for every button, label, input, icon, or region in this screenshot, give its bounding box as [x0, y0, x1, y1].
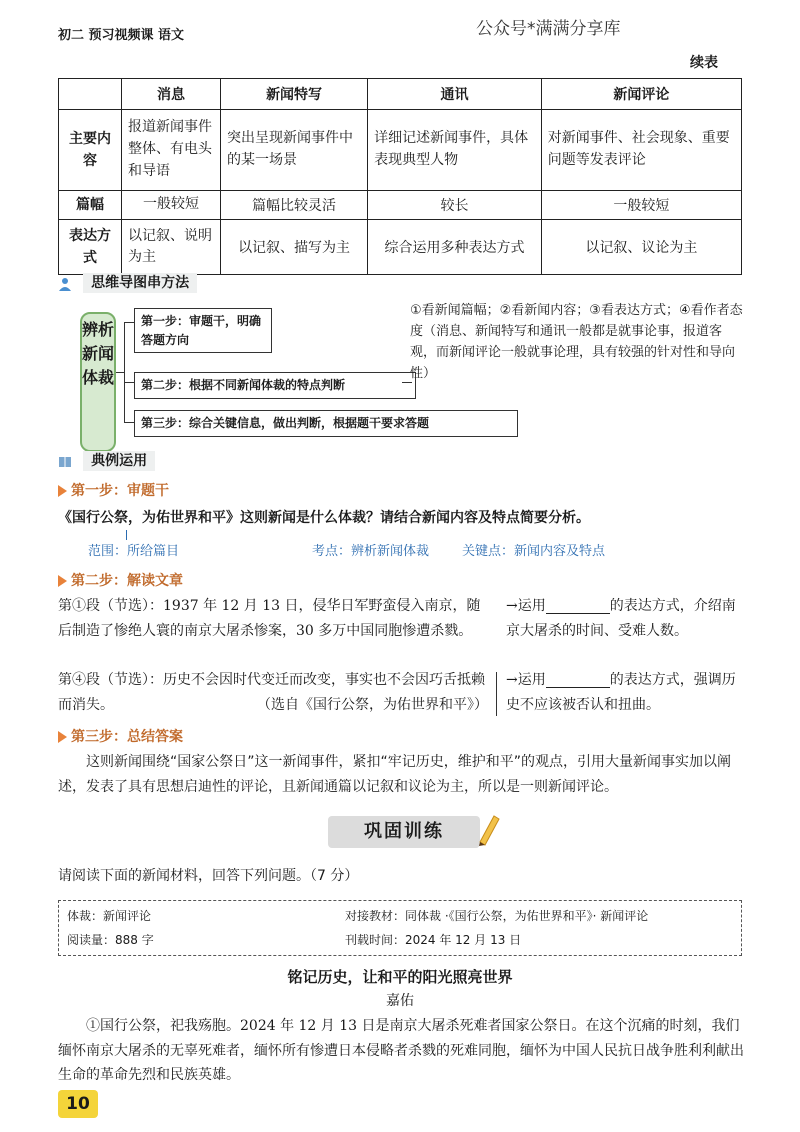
table-cell: 报道新闻事件整体、有电头和导语	[122, 110, 221, 191]
hint-key: 关键点：新闻内容及特点	[462, 544, 606, 559]
annotation-1: →运用 的表达方式，介绍南京大屠杀的时间、受难人数。	[506, 598, 736, 639]
mindmap-step-3: 第三步：综合关键信息，做出判断，根据题干要求答题	[134, 410, 518, 437]
article-author: 嘉佑	[386, 993, 414, 1009]
mindmap-note: ①看新闻篇幅；②看新闻内容；③看表达方式；④看作者态度（消息、新闻特写和通讯一般都是就事论事，报道客观，而新闻评论一般就事论理，具有较强的针对性和导向性）	[410, 303, 743, 382]
table-row	[59, 110, 742, 191]
page-number: 10	[58, 1090, 98, 1118]
table-cell: 综合运用多种表达方式	[368, 220, 542, 275]
passage-para-1: 第①段（节选）：1937 年 12 月 13 日，侵华日军野蛮侵入南京，随后制造了惨绝人寰的南京大屠杀惨案，30 多万中国同胞惨遭杀戮。	[58, 598, 481, 639]
col-header: 新闻评论	[541, 79, 741, 110]
training-instruction: 请阅读下面的新闻材料，回答下列问题。（7 分）	[58, 868, 359, 884]
training-banner: 巩固训练	[328, 816, 480, 848]
triangle-icon	[58, 485, 67, 497]
row-header: 主要内容	[59, 110, 122, 191]
table-row	[59, 191, 742, 220]
col-header: 消息	[122, 79, 221, 110]
article-info-box	[58, 900, 742, 956]
person-icon	[58, 276, 72, 290]
hint-point: 考点：辨析新闻体裁	[312, 544, 430, 559]
triangle-icon	[58, 575, 67, 587]
pencil-icon	[472, 812, 502, 846]
mindmap-bracket	[124, 322, 125, 422]
col-header: 新闻特写	[221, 79, 368, 110]
mindmap-section-heading	[58, 272, 197, 292]
table-continued-label: 续表	[690, 55, 718, 71]
hint-arrow	[126, 530, 127, 540]
genre-comparison-table	[58, 78, 742, 275]
table-cell: 较长	[368, 191, 542, 220]
table-cell: 以记叙、描写为主	[221, 220, 368, 275]
article-title: 铭记历史，让和平的阳光照亮世界	[287, 968, 513, 986]
watermark-text: 公众号*满满分享库	[476, 19, 621, 39]
mindmap-connector	[116, 372, 124, 373]
hint-scope: 范围：所给篇目	[88, 544, 180, 559]
table-cell: 一般较短	[541, 191, 741, 220]
mindmap-connector	[124, 382, 134, 383]
section-title: 典例运用	[83, 451, 155, 471]
answer-summary: 这则新闻围绕“国家公祭日”这一新闻事件，紧扣“牢记历史，维护和平”的观点，引用大量新闻事实加以阐述，发表了具有思想启迪性的评论，且新闻通篇以记叙和议论为主，所以是一则新闻评论。	[58, 754, 732, 795]
table-cell: 以记叙、说明为主	[122, 220, 221, 275]
info-genre: 体裁：新闻评论	[67, 909, 152, 923]
step-heading: 第三步：总结答案	[58, 726, 183, 746]
step-heading: 第一步：审题干	[58, 480, 169, 500]
table-corner	[59, 79, 122, 110]
example-section-heading	[58, 450, 155, 470]
answer-blank[interactable]	[546, 673, 610, 688]
mindmap-root: 辨析新闻体裁	[80, 312, 116, 452]
mindmap-step-2: 第二步：根据不同新闻体裁的特点判断	[134, 372, 416, 399]
table-cell: 详细记述新闻事件，具体表现典型人物	[368, 110, 542, 191]
section-title: 思维导图串方法	[83, 273, 197, 293]
mindmap-step-1: 第一步：审题干，明确答题方向	[134, 308, 272, 353]
table-cell: 以记叙、议论为主	[541, 220, 741, 275]
row-header: 表达方式	[59, 220, 122, 275]
passage-divider	[496, 672, 497, 716]
info-pub-date: 刊载时间：2024 年 12 月 13 日	[345, 933, 522, 947]
col-header: 通讯	[368, 79, 542, 110]
row-header: 篇幅	[59, 191, 122, 220]
table-row	[59, 220, 742, 275]
mindmap-connector	[124, 322, 134, 323]
running-header: 初二 预习视频课 语文	[58, 28, 185, 43]
answer-blank[interactable]	[546, 599, 610, 614]
annotation-2: →运用 的表达方式，强调历史不应该被否认和扭曲。	[506, 672, 736, 713]
step-heading: 第二步：解读文章	[58, 570, 183, 590]
question-text: 《国行公祭，为佑世界和平》这则新闻是什么体裁？请结合新闻内容及特点简要分析。	[58, 510, 590, 526]
info-word-count: 阅读量：888 字	[67, 933, 154, 947]
table-cell: 一般较短	[122, 191, 221, 220]
book-icon	[58, 454, 72, 468]
table-cell: 篇幅比较灵活	[221, 191, 368, 220]
triangle-icon	[58, 731, 67, 743]
table-cell: 对新闻事件、社会现象、重要问题等发表评论	[541, 110, 741, 191]
mindmap-connector	[124, 422, 134, 423]
article-paragraph-1: ①国行公祭，祀我殇胞。2024 年 12 月 13 日是南京大屠杀死难者国家公祭日。在这个沉痛的时刻，我们缅怀南京大屠杀的无辜死难者，缅怀所有惨遭日本侵略者杀戮的死难同胞，缅怀为中国人民抗日战争胜利利献出生命的革命先烈和民族英雄。	[58, 1018, 744, 1083]
table-cell: 突出呈现新闻事件中的某一场景	[221, 110, 368, 191]
passage-source: （选自《国行公祭，为佑世界和平》）	[257, 696, 488, 713]
info-textbook: 对接教材：同体裁 ·《国行公祭，为佑世界和平》· 新闻评论	[345, 909, 649, 923]
passage-para-4: 第④段（节选）：历史不会因时代变迁而改变，事实也不会因巧舌抵赖而消失。 （选自《国行公祭，为佑世界和平》）	[58, 668, 488, 717]
